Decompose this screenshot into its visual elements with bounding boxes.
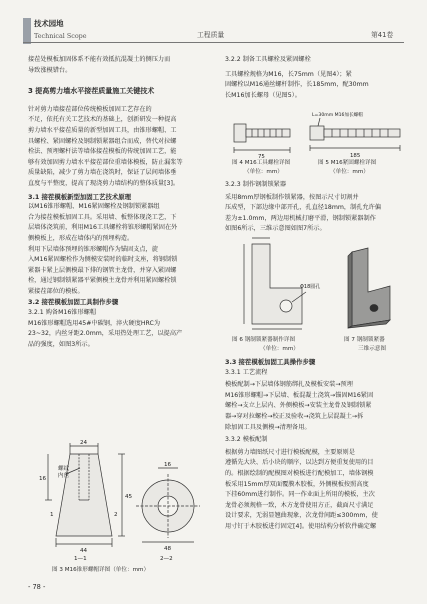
para-line: 板采用15mm厚双面覆膜木胶板，外侧模板按照高度 bbox=[225, 480, 369, 488]
para-line: 利用下层墙体预埋的锥形螺帽作为锚固支点，旋 bbox=[28, 245, 158, 253]
para-line: 针对剪力墙接茬部位传统模板加固工艺存在的 bbox=[28, 105, 152, 113]
intro-line: 接茬处模板加固体系不能有效抵抗混凝土的侧压力而 bbox=[28, 56, 171, 63]
section-3-2-3-heading: 3.2.3 制作钢制锁紧器 bbox=[225, 181, 287, 188]
section-3-1-heading: 3.1 接茬模板新型加固工艺技术原理 bbox=[28, 192, 132, 201]
figure-4-caption: 图 4 M16工具螺栓详图 bbox=[232, 160, 291, 166]
para-line: 紧器卡紧上层侧模最下排的钢管主龙骨，并穿入紧固螺 bbox=[28, 266, 177, 274]
para-line: 除加固工具及侧模→清理备用。 bbox=[225, 423, 311, 431]
para-line: 质量缺陷，减少了剪力墙在浇筑时，保证了层间墙体垂 bbox=[28, 169, 177, 177]
figure-6-unit: （单位：mm） bbox=[260, 346, 299, 352]
para-line: 合为接茬模板加固工具。采用墙、板整体现浇工艺，下 bbox=[28, 213, 177, 221]
para-line: 品的强度，如图3所示。 bbox=[28, 340, 94, 348]
section-3-2-1-paragraph bbox=[28, 319, 204, 351]
figure-5-unit: （单位：mm） bbox=[330, 169, 369, 175]
section-3-1-paragraph-2 bbox=[28, 245, 204, 298]
para-line: 工具螺栓规格为M16，长75mm（见图4）；紧 bbox=[225, 70, 352, 78]
fig3-dim-16: 16 bbox=[164, 462, 172, 468]
figure-5-fastening-bolt bbox=[306, 108, 406, 160]
para-line: 栓，通过钢制锁紧器平紧侧模主龙骨并利用紧固螺栓锁 bbox=[28, 277, 177, 285]
para-line: 不足，依托有关工艺技术的基础上，创新研发一种提高 bbox=[28, 116, 177, 124]
header-rule bbox=[23, 42, 404, 43]
para-line: 入M16紧固螺栓作为侧模安装时的临时支座，将钢制锁 bbox=[28, 256, 178, 264]
para-line: 根据剪力墙图纸尺寸进行模板配模，主要原则是 bbox=[225, 448, 355, 456]
figure-7-caption: 图 7 钢制锁紧器 bbox=[344, 337, 385, 343]
fig3-section-22: 2—2 bbox=[160, 556, 173, 562]
page-number: - 78 - bbox=[28, 583, 46, 591]
fig3-dim-height: 45 bbox=[125, 494, 133, 500]
para-line: 螺栓→支立上层内、外侧模板→安装主龙骨及钢制锁紧 bbox=[225, 402, 372, 410]
header-journal: 工程质量 bbox=[197, 31, 225, 39]
fig3-mark-1: 1 bbox=[50, 512, 54, 518]
para-line: 采用8mm厚钢板制作锁紧器，按图示尺寸切割并 bbox=[225, 193, 359, 201]
section-3-2-3-paragraph bbox=[225, 193, 405, 235]
fig4-dim-length: 75 bbox=[258, 154, 265, 160]
para-line: 够有效加固剪力墙水平接茬部位重墙体模板，防止漏浆等 bbox=[28, 158, 183, 166]
fig5-dim-length: 185 bbox=[350, 153, 361, 159]
para-line: M16锥形螺帽→下层墙、板混凝土浇筑→锚固M16紧固 bbox=[225, 391, 374, 399]
para-line: 模板配制→下层墙体钢筋绑扎及模板安装→预埋 bbox=[225, 381, 353, 389]
para-line: 长M16加长螺母（见图5）。 bbox=[225, 91, 301, 99]
figure-3-cone-nut-drawing bbox=[30, 438, 208, 562]
section-3-2-2-heading: 3.2.2 制备工具螺栓及紧固螺栓 bbox=[225, 56, 311, 63]
para-line: 压成型，下部边缘中部开孔，孔直径18mm，制孔允许偏 bbox=[225, 204, 382, 212]
section-3-3-1-heading: 3.3.1 工艺流程 bbox=[225, 368, 268, 376]
section-3-2-2-paragraph bbox=[225, 70, 405, 102]
section-3-3-1-paragraph bbox=[225, 380, 405, 433]
header-accent-block bbox=[23, 18, 31, 44]
fig5-nut-label: L=30mm M16加长螺帽 bbox=[312, 113, 363, 118]
header-category-en: Technical Scope bbox=[34, 32, 87, 40]
fig3-label-thread: 螺纹 bbox=[58, 466, 70, 472]
figure-5-caption: 图 5 M16紧固螺栓详图 bbox=[318, 160, 377, 166]
fig3-dim-48: 48 bbox=[164, 546, 172, 552]
para-line: M16锥形螺帽选用45#中碳钢，淬火硬度HRC为 bbox=[28, 319, 161, 327]
fig3-dim-width: 16 bbox=[39, 476, 47, 482]
intro-line: 导致涨模错台。 bbox=[28, 66, 72, 74]
header-volume: 第41卷 bbox=[371, 31, 394, 39]
figure-4-unit: （单位：mm） bbox=[244, 169, 283, 175]
figure-6-locking-clamp-detail bbox=[232, 232, 332, 332]
para-line: 具螺栓、紧固螺栓及钢制锁紧器组合而成，替代对拉螺 bbox=[28, 137, 177, 145]
figure-7-unit: 三维示意图 bbox=[358, 346, 386, 352]
para-line: 如图6所示，三维示意图如图7所示。 bbox=[225, 225, 326, 233]
para-line: 器→穿对拉螺栓→校正及验收→浇筑上层混凝土→拆 bbox=[225, 412, 364, 420]
fig3-mark-2: 2 bbox=[114, 512, 118, 518]
right-column-mid bbox=[225, 180, 405, 235]
header-category: 技术园地 bbox=[34, 19, 64, 28]
para-line: 紧接茬部位的模板。 bbox=[28, 287, 84, 295]
figure-3-caption: 图 3 M16锥形螺帽详图（单位：mm） bbox=[52, 567, 150, 573]
section-3-1-paragraph-1 bbox=[28, 202, 204, 244]
fig3-section-11: 1—1 bbox=[74, 556, 87, 562]
para-line: 剪力墙水平接茬质量的新型加固工具，由锥形螺帽、工 bbox=[28, 126, 177, 134]
para-line: 用寸钉于木胶板进行固定[4]。使用结构分析软件确定螺 bbox=[225, 522, 377, 530]
section-3-2-1-heading: 3.2.1 购备M16锥形螺帽 bbox=[28, 309, 97, 317]
section-3-heading: 3 提高剪力墙水平接茬质量施工关键技术 bbox=[28, 87, 155, 96]
fig3-dim-top: 24 bbox=[80, 440, 88, 446]
section-3-3-2-paragraph bbox=[225, 448, 405, 533]
para-line: 23~32，内丝牙距2.0mm，采用热处理工艺，以提高产 bbox=[28, 330, 183, 338]
para-line: 的。根据绘制的配模图对模板进行配模加工，墙体钢模 bbox=[225, 469, 374, 477]
fig3-label-inner: 内丝 bbox=[58, 473, 70, 479]
figure-4-tool-bolt bbox=[228, 110, 298, 160]
section-3-3-2-heading: 3.3.2 模板配制 bbox=[225, 436, 268, 444]
para-line: 栓法、预埋螺杆法等墙体接茬模板的传统加固工艺，能 bbox=[28, 148, 177, 156]
right-column-bottom bbox=[225, 357, 405, 533]
para-line: 直度与平整度，提高了现浇剪力墙结构的整体质量[3]。 bbox=[28, 179, 180, 187]
para-line: 侧模板上，形成在墙体内的预埋构造。 bbox=[28, 234, 134, 242]
left-column bbox=[28, 55, 204, 350]
right-column-top bbox=[225, 55, 405, 101]
para-line: 层墙体浇筑前，利用M16工具螺栓将锥形螺帽紧固在外 bbox=[28, 224, 178, 232]
para-line: 下挂60mm进行制作。同一作业面上所用的模板，主次 bbox=[225, 491, 375, 499]
fig3-dim-bottom: 44 bbox=[80, 548, 88, 554]
figure-7-clamp-3d bbox=[338, 244, 404, 330]
para-line: 差为±1.0mm，两边用机械打磨平滑，钢制锁紧器制作 bbox=[225, 214, 376, 222]
section-3-3-heading: 3.3 接茬模板加固工具操作步骤 bbox=[225, 358, 316, 366]
section-3-2-heading: 3.2 接茬模板加固工具制作步骤 bbox=[28, 298, 119, 307]
para-line: 设计要求，无弱显翘曲现象，次龙骨间距≤300mm，使 bbox=[225, 512, 378, 520]
section-3-paragraph bbox=[28, 105, 204, 190]
para-line: 以M16锥形螺帽、M16紧固螺栓及钢制锁紧器组 bbox=[28, 203, 160, 211]
para-line: 固螺栓以M16通丝螺杆制作，长185mm，配30mm bbox=[225, 81, 369, 89]
para-line: 遵循先大块、后小块的顺序，以达到方便重复使用的目 bbox=[225, 459, 374, 467]
para-line: 龙骨必须规格一致，木方龙骨使用方正，截面尺寸满足 bbox=[225, 501, 374, 509]
fig6-hole-label: Φ18圆孔 bbox=[300, 284, 321, 290]
figure-6-caption: 图 6 钢制锁紧器制作详图 bbox=[232, 337, 296, 343]
